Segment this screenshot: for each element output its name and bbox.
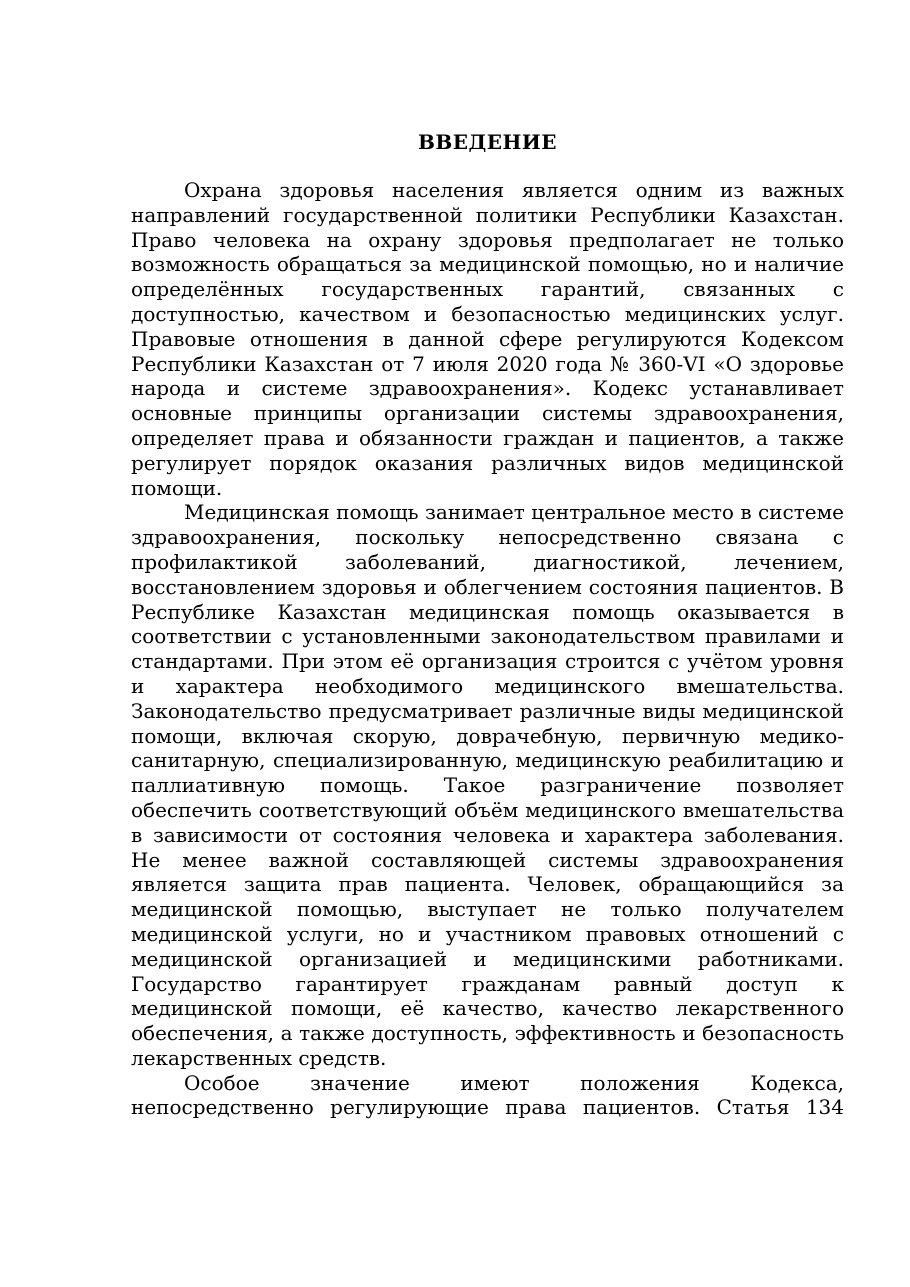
document-body (131, 128, 844, 1120)
paragraph-1: Охрана здоровья населения является одним из важных направлений государственной политики Республики Казахстан. Право человека на охрану здоровья предполагает не только возможность обращаться за медицинской помощью, но и наличие определённых государственных гарантий, связанных с доступностью, качеством и безопасностью медицинских услуг. Правовые отношения в данной сфере регулируются Кодексом Республики Казахстан от 7 июля 2020 года № 360-VI «О здоровье народа и системе здравоохранения». Кодекс устанавливает основные принципы организации системы здравоохранения, определяет права и обязанности граждан и пациентов, а также регулирует порядок оказания различных видов медицинской помощи. (131, 178, 844, 500)
document-title: ВВЕДЕНИЕ (417, 130, 558, 154)
paragraph-3: Особое значение имеют положения Кодекса, непосредственно регулирующие права пациентов. Статья 134 (131, 1070, 844, 1120)
paragraph-2: Медицинская помощь занимает центральное место в системе здравоохранения, поскольку непосредственно связана с профилактикой заболеваний, диагностикой, лечением, восстановлением здоровья и облегчением состояния пациентов. В Республике Казахстан медицинская помощь оказывается в соответствии с установленными законодательством правилами и стандартами. При этом её организация строится с учётом уровня и характера необходимого медицинского вмешательства. Законодательство предусматривает различные виды медицинской помощи, включая скорую, доврачебную, первичную медико-санитарную, специализированную, медицинскую реабилитацию и паллиативную помощь. Такое разграничение позволяет обеспечить соответствующий объём медицинского вмешательства в зависимости от состояния человека и характера заболевания. Не менее важной составляющей системы здравоохранения является защита прав пациента. Человек, обращающийся за медицинской помощью, выступает не только получателем медицинской услуги, но и участником правовых отношений с медицинской организацией и медицинскими работниками. Государство гарантирует гражданам равный доступ к медицинской помощи, её качество, качество лекарственного обеспечения, а также доступность, эффективность и безопасность лекарственных средств. (131, 500, 844, 1070)
